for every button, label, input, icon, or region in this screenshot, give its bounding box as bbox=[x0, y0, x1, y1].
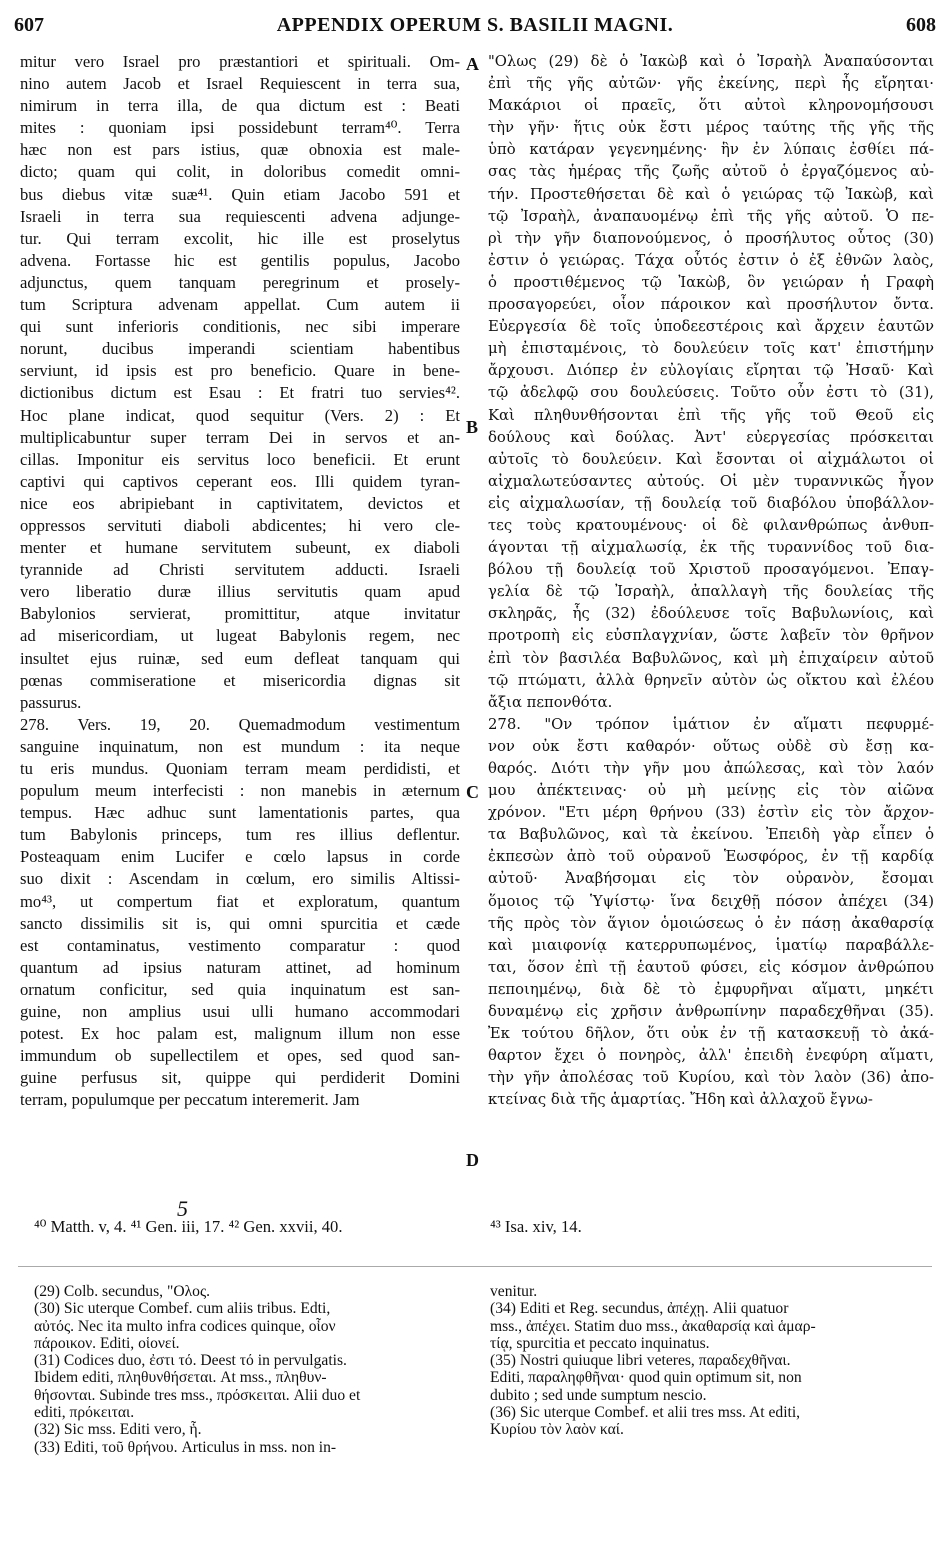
critical-notes-right bbox=[490, 1283, 930, 1439]
text-line: ἐπὶ τῆς γῆς αὐτῶν· γῆς ἐκείνης, περὶ ἧς εἴρηται· bbox=[488, 75, 934, 93]
text-line: adjunctus, quem tanquam peregrinum et prosely- bbox=[20, 272, 460, 292]
text-line: suo dixit : Ascendam in cœlum, ero similis Altissi- bbox=[20, 869, 460, 889]
text-line: πάροικον. Editi, οἱονεί. bbox=[34, 1334, 180, 1352]
text-line: editi, πρόκειται. bbox=[34, 1404, 135, 1422]
text-line: ἐπὶ τὸν βασιλέα Βαβυλῶνος, καὶ μὴ ἐπιχαίρειν αὐτοῦ bbox=[488, 649, 934, 667]
text-line: τα Βαβυλῶνος, καὶ τὰ ἐκείνου. Ἐπειδὴ γὰρ εἶπεν ὁ bbox=[488, 826, 934, 844]
text-line: (35) Nostri quiuque libri veteres, παραδεχθῆναι. bbox=[490, 1352, 791, 1370]
text-line: σκληρᾶς, ἧς (32) ἐδούλευσε τοῖς Βαβυλωνίοις, καὶ bbox=[488, 605, 934, 623]
text-line: τὴν γῆν ἀπολέσας τοῦ Κυρίου, καὶ τὸν λαὸν (36) ἀπο- bbox=[488, 1069, 934, 1087]
text-line: (33) Editi, τοῦ θρήνου. Articulus in mss. non in- bbox=[34, 1438, 337, 1456]
text-line: τῷ ἀδελφῷ σου δουλεύσεις. Τοῦτο οὖν ἐστι τὸ (31), bbox=[488, 384, 934, 402]
margin-marker-b: B bbox=[466, 417, 479, 437]
margin-marker-a: A bbox=[466, 54, 479, 74]
text-line: tum Scriptura advenam appellat. Cum autem ii bbox=[20, 295, 460, 315]
text-line: ρὶ τὴν γῆν διαπονούμενος, ὁ προσήλυτος οὗτος (30) bbox=[488, 229, 934, 247]
text-line: σας τὰς ἡμέρας τῆς ζωῆς αὐτοῦ ὁ ἐργαζόμενος αὐ- bbox=[488, 163, 934, 181]
text-line: sanguine inquinatum, non est mundum : ita neque bbox=[20, 736, 460, 756]
text-line: (36) Sic uterque Combef. et alii tres mss. At editi, bbox=[490, 1404, 801, 1422]
text-line: tur. Qui terram excolit, hic ille est proselytus bbox=[20, 228, 460, 248]
text-line: quantum ad ipsius naturam attinet, ad hominum bbox=[20, 957, 460, 977]
text-line: bus diebus vitæ suæ⁴¹. Quin etiam Jacobo 591 et bbox=[20, 184, 460, 204]
text-line: ἄξια πεπονθότα. bbox=[488, 693, 613, 711]
text-line: νον οὐκ ἔστι καθαρόν· οὕτως οὐδὲ σὺ ἔσῃ κα- bbox=[488, 737, 934, 755]
text-line: oppressos servituti diaboli abdicentes; hi vero cle- bbox=[20, 515, 460, 535]
text-line: θήσονται. Subinde tres mss., πρόσκειται. Alii duo et bbox=[34, 1386, 361, 1404]
text-line: advena. Fortasse hic est gentilis populus, Jacobo bbox=[20, 250, 460, 270]
text-line: pœnas commiseratione et misericordia dignas sit bbox=[20, 670, 460, 690]
text-line: Posteaquam enim Lucifer e cœlo lapsus in corde bbox=[20, 847, 460, 867]
text-line: ἐκπεσὼν ἀπὸ τοῦ οὐρανοῦ Ἑωσφόρος, ἐν τῇ καρδίᾳ bbox=[488, 848, 934, 866]
greek-column bbox=[488, 51, 934, 1112]
text-line: βόλου τῇ δουλείᾳ τοῦ Χριστοῦ προσαγόμενοι. Ἐπαγ- bbox=[488, 561, 934, 579]
text-line: nino autem Jacob et Israel Requiescent in terra sua, bbox=[20, 74, 460, 94]
text-line: αὐτοῖς τὸ δουλεύειν. Καὶ ἔσονται οἱ αἰχμάλωτοι οἱ bbox=[488, 450, 934, 468]
text-line: 278. Vers. 19, 20. Quemadmodum vestimentum bbox=[20, 714, 460, 734]
text-line: Babylonios servierat, promittitur, atque invitatur bbox=[20, 604, 460, 624]
text-line: venitur. bbox=[490, 1283, 538, 1300]
text-line: Ibidem editi, πληθυνθήσεται. At mss., πληθυν- bbox=[34, 1369, 327, 1387]
text-line: dubito ; sed unde sumptum nescio. bbox=[490, 1386, 707, 1404]
text-line: εἰς αἰχμαλωσίαν, τῇ δουλείᾳ τοῦ διαβόλου ὑποβάλλον- bbox=[488, 494, 934, 512]
text-line: Editi, παραληφθῆναι· quod quin optimum sit, non bbox=[490, 1369, 802, 1387]
text-line: ὁ προστιθέμενος τῷ Ἰακὼβ, ὃν γειώραν ἡ Γραφὴ bbox=[488, 273, 934, 291]
text-line: sancto dissimilis sit is, qui omni spurcitia et cæde bbox=[20, 913, 460, 933]
text-line: Κυρίου τὸν λαὸν καί. bbox=[490, 1421, 624, 1439]
text-line: ἐστιν ὁ γειώρας. Τάχα οὗτός ἐστιν ὁ ἐξ ἐθνῶν λαὸς, bbox=[488, 251, 934, 269]
text-line: dicto; quam qui colit, in doloribus comedit omni- bbox=[20, 162, 460, 182]
text-line: insultet ejus ruinæ, sed eum defleat tanquam qui bbox=[20, 648, 460, 668]
text-line: προσαγορεύει, οἷον πάροικον καὶ προσήλυτον ὄντα. bbox=[488, 296, 934, 314]
running-title: APPENDIX OPERUM S. BASILII MAGNI. bbox=[276, 14, 674, 36]
text-line: μου ἀπέκτεινας· οὐ μὴ μείνῃς εἰς τὸν αἰῶνα bbox=[488, 782, 934, 800]
text-line: άγονται τῇ αἰχμαλωσίᾳ, ἐκ τῆς τυραννίδος τοῦ δια- bbox=[488, 539, 934, 557]
text-line: Εὐεργεσία δὲ τοῖς ὑποδεεστέροις καὶ ἄρχειν ἑαυτῶν bbox=[488, 318, 934, 336]
text-line: ad misericordiam, ut lugeat Babylonis regem, nec bbox=[20, 626, 460, 646]
text-line: multiplicabuntur super terram Dei in servos et an- bbox=[20, 427, 460, 447]
page-header bbox=[14, 14, 936, 42]
margin-marker-d: D bbox=[466, 1150, 479, 1170]
text-line: potest. Ex hoc palam est, malignum illum non esse bbox=[20, 1024, 460, 1044]
text-line: tum Babylonis princeps, tum res illius deflentur. bbox=[20, 825, 460, 845]
text-line: guine, non amplius usui ulli humano accommodari bbox=[20, 1002, 460, 1022]
text-line: passurus. bbox=[20, 692, 82, 712]
text-line: Ἐκ τούτου δῆλον, ὅτι οὐκ ἐν τῇ κατασκευῇ τὸ ἀκά- bbox=[488, 1025, 934, 1043]
text-line: dictionibus dictum est Esau : Et fratri tuo servies⁴². bbox=[20, 383, 460, 403]
text-line: γελία δὲ τῷ Ἰσραὴλ, ἀπαλλαγὴ τῆς δουλείας τῆς bbox=[488, 583, 934, 601]
text-line: vero liberatio duræ illius servitutis quam apud bbox=[20, 582, 460, 602]
text-line: προτροπὴ εἰς εὐσπλαγχνίαν, ὥστε λαβεῖν τὸν θρῆνον bbox=[488, 627, 934, 645]
page-number-right: 608 bbox=[906, 14, 936, 36]
text-line: guine perfusus sit, quippe qui perdiderit Domini bbox=[20, 1068, 460, 1088]
text-line: (32) Sic mss. Editi vero, ἧ. bbox=[34, 1421, 202, 1439]
text-line: immundum ob supellectilem et opes, sed quod san- bbox=[20, 1046, 460, 1066]
text-line: tempus. Hæc adhuc sunt lamentationis partes, qua bbox=[20, 803, 460, 823]
text-line: μὴ ἐπισταμένοις, τὸ δουλεύειν τοῖς κατ' ἐπιστήμην bbox=[488, 340, 934, 358]
text-line: (34) Editi et Reg. secundus, ἀπέχῃ. Alii quatuor bbox=[490, 1300, 789, 1318]
text-line: χρόνον. "Ετι μέρη θρήνου (33) ἐστὶν εἰς τὸν ἄρχον- bbox=[488, 804, 934, 822]
text-line: 278. "Ον τρόπον ἱμάτιον ἐν αἵματι πεφυρμέ- bbox=[488, 715, 934, 733]
handwritten-mark: 5 bbox=[177, 1196, 188, 1221]
text-line: δούλους καὶ δούλας. Ἀντ' εὐεργεσίας πρόσκειται bbox=[488, 428, 934, 446]
text-line: τῷ Ἰσραὴλ, ἀναπαυομένῳ ἐπὶ τῆς γῆς αὐτοῦ. Ὁ πε- bbox=[488, 207, 934, 225]
text-line: τῷ πτώματι, ἀλλὰ θρηνεῖν αὐτὸν ὡς οἴκτου καὶ ἐλέου bbox=[488, 671, 934, 689]
text-line: τίᾳ, spurcitia et peccato inquinatus. bbox=[490, 1334, 710, 1352]
text-line: τες τοὺς κρατουμένους· οἱ δὲ φιλανθρώπως ἀνθυπ- bbox=[488, 516, 934, 534]
text-line: Hoc plane indicat, quod sequitur (Vers. 2) : Et bbox=[20, 405, 460, 425]
text-line: τὴν γῆν· ἥτις οὐκ ἔστι μέρος ταύτης τῆς γῆς τῆς bbox=[488, 119, 934, 137]
latin-column bbox=[20, 51, 460, 1112]
text-line: est contaminatus, vestimento comparatur : quod bbox=[20, 935, 460, 955]
text-line: (30) Sic uterque Combef. cum aliis tribus. Edti, bbox=[34, 1300, 331, 1318]
text-line: δυναμένῳ εἰς χρῆσιν ἀνθρωπίνην παραδεχθῆναι (35). bbox=[488, 1003, 934, 1021]
text-line: αὐτός. Nec ita multo infra codices quinque, οἷον bbox=[34, 1317, 336, 1335]
footnotes-top-left: ⁴⁰ Matth. v, 4. ⁴¹ Gen. iii, 17. ⁴² Gen. xxvii, 40. bbox=[34, 1217, 343, 1236]
text-line: θαρός. Διότι τὴν γῆν μου ἀπώλεσας, καὶ τὸν λαόν bbox=[488, 760, 934, 777]
text-line: τήν. Προστεθήσεται δὲ καὶ ὁ γειώρας τῷ Ἰακὼβ, καὶ bbox=[488, 185, 934, 203]
text-line: menter et humane servitutem subeunt, ex diaboli bbox=[20, 538, 460, 558]
margin-marker-c: C bbox=[466, 782, 479, 802]
critical-notes-left bbox=[34, 1283, 464, 1456]
text-line: θαρτον ἔχει ὁ πονηρὸς, ἀλλ' ἐπειδὴ ἐνεφύρη αἵματι, bbox=[488, 1047, 934, 1065]
text-line: populum meum interfecisti : non manebis in æternum bbox=[20, 781, 460, 801]
text-line: captivi qui captivos ceperant eos. Illi quidem tyran- bbox=[20, 471, 460, 491]
text-line: mites : quoniam ipsi possidebunt terram⁴⁰. Terra bbox=[20, 118, 460, 138]
notes-divider bbox=[18, 1266, 932, 1267]
page-number-left: 607 bbox=[14, 14, 44, 36]
text-line: αἰχμαλωτεύσαντες αὐτούς. Οἱ μὲν τυραννικῶς ἦγον bbox=[488, 472, 934, 490]
text-line: πεποιημένῳ, διὰ δὲ τὸ ἐμφυρῆναι αἵματι, μηκέτι bbox=[488, 980, 934, 998]
text-line: tyrannide ad Christi servitutem adducti. Israeli bbox=[20, 560, 460, 580]
text-line: ὅμοιος τῷ Ὑψίστῳ· ἵνα δειχθῇ πόσον ἀπέχει (34) bbox=[488, 892, 934, 910]
text-line: mitur vero Israel pro præstantiori et spirituali. Om- bbox=[20, 52, 460, 71]
text-line: καὶ μιαιφονίᾳ κατερρυπωμένος, ἱματίῳ παραβάλλε- bbox=[488, 936, 934, 954]
text-line: ται, ὅσον ἐπὶ τῇ ἑαυτοῦ φύσει, εἰς κόσμον ἀνθρώπου bbox=[488, 958, 934, 976]
text-line: ἄρχουσι. Διόπερ ἐν εὐλογίαις εἴρηται τῷ Ἠσαῦ· Καὶ bbox=[488, 362, 934, 380]
text-line: mo⁴³, ut compertum fiat et exploratum, quantum bbox=[20, 891, 460, 911]
text-line: serviunt, id ipsis est pro beneficio. Quare in bene- bbox=[20, 361, 460, 381]
text-line: norunt, ducibus imperandi scientiam habentibus bbox=[20, 339, 460, 359]
text-line: "Ολως (29) δὲ ὁ Ἰακὼβ καὶ ὁ Ἰσραὴλ Ἀναπαύσονται bbox=[488, 53, 934, 70]
text-line: Καὶ πληθυνθήσονται ἐπὶ τῆς γῆς τοῦ Θεοῦ εἰς bbox=[488, 406, 934, 424]
text-line: tu eris mundus. Quoniam terram meam perdidisti, et bbox=[20, 759, 460, 778]
text-line: Μακάριοι οἱ πραεῖς, ὅτι αὐτοὶ κληρονομήσουσι bbox=[488, 97, 934, 115]
text-line: κτείνας διὰ τῆς ἁμαρτίας. Ἤδη καὶ ἀλλαχοῦ ἔγνω- bbox=[488, 1091, 873, 1109]
text-line: (29) Colb. secundus, "Ολος. bbox=[34, 1283, 211, 1300]
text-line: Israeli in terra sua requiescenti advena adjunge- bbox=[20, 206, 460, 226]
text-line: nice eos abripiebant in captivitatem, devictos et bbox=[20, 493, 460, 513]
text-line: αὐτοῦ· Ἀναβήσομαι εἰς τὸν οὐρανὸν, ἔσομαι bbox=[488, 870, 934, 888]
text-line: (31) Codices duo, ἐστι τό. Deest τό in pervulgatis. bbox=[34, 1352, 347, 1370]
text-line: ὑπὸ κατάραν γεγενημένης· ἣν ἐν λύπαις ἐσθίει πά- bbox=[488, 141, 934, 159]
text-line: cillas. Imponitur eis servitus loco beneficii. Et erunt bbox=[20, 449, 460, 469]
text-line: hæc non est pars istius, quæ obnoxia est male- bbox=[20, 140, 460, 160]
text-line: qui sunt inferioris conditionis, nec sibi imperare bbox=[20, 317, 460, 337]
footnotes-top-right: ⁴³ Isa. xiv, 14. bbox=[490, 1217, 582, 1236]
text-line: τῆς πρὸς τὸν ἅγιον ὁμοιώσεως ὁ ἐν πάσῃ ἀκαθαρσίᾳ bbox=[488, 914, 934, 932]
text-line: terram, populumque per peccatum interemerit. Jam bbox=[20, 1090, 360, 1110]
text-line: ornatum conficitur, sed quia inquinatum est san- bbox=[20, 979, 460, 999]
text-line: mss., ἀπέχει. Statim duo mss., ἀκαθαρσίᾳ καὶ ἁμαρ- bbox=[490, 1317, 816, 1335]
text-line: nimirum in terra illa, de qua dictum est : Beati bbox=[20, 96, 460, 116]
